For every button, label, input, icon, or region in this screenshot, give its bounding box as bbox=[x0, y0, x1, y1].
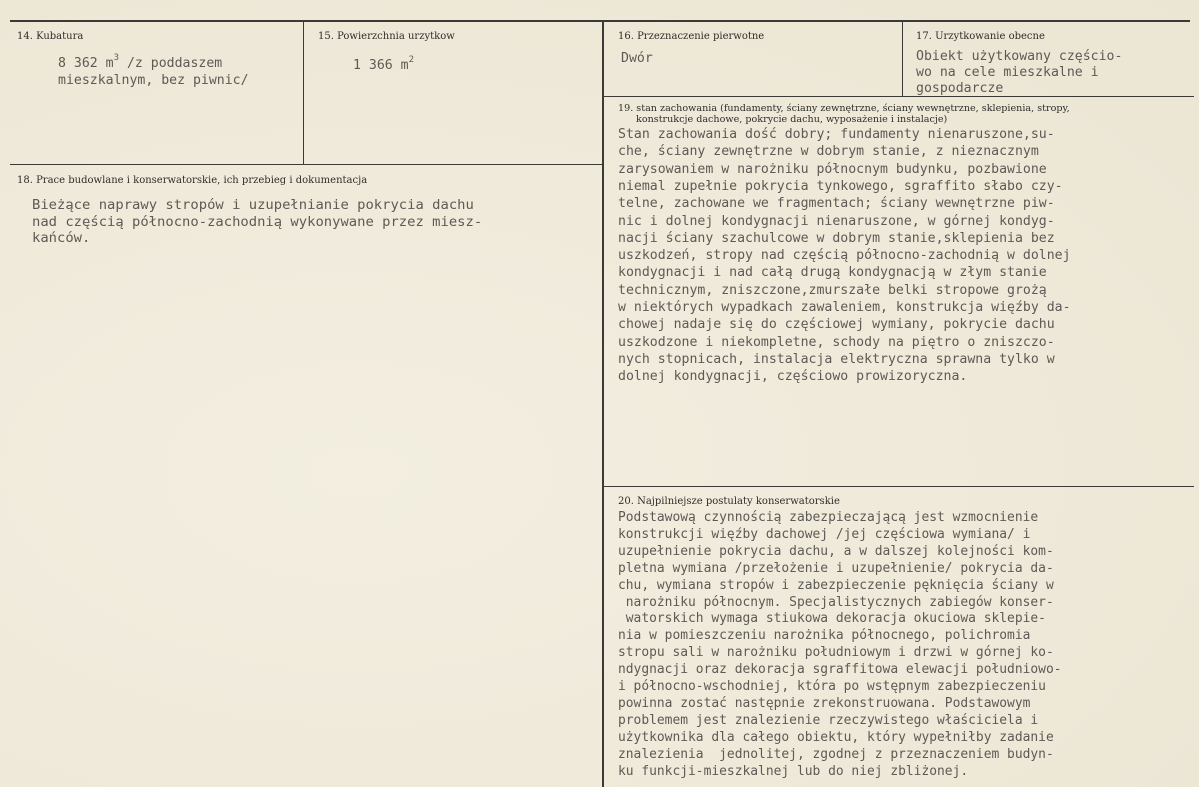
rule-above-20 bbox=[604, 486, 1194, 487]
text-line: Stan zachowania dość dobry; fundamenty nienaruszone,su- bbox=[618, 127, 1055, 142]
text-line: powinna zostać następnie zrekonstruowana. Podstawowym bbox=[618, 695, 1031, 711]
text-line: uszkodzone i niekompletne, schody na piętro o zniszczo- bbox=[618, 334, 1055, 350]
text-line: problemem jest znalezienie rzeczywistego właściciela i bbox=[618, 712, 1039, 728]
field-16-value: Dwór bbox=[621, 51, 653, 66]
text-line: i północno-wschodniej, która po wstępnym zabezpieczeniu bbox=[618, 679, 1046, 694]
text-line: kańców. bbox=[32, 231, 91, 246]
text-line: zarysowaniem w narożniku północnym budynku, pozbawione bbox=[618, 161, 1047, 177]
field-15-value bbox=[353, 55, 414, 74]
text-line: nic i dolnej kondygnacji nienaruszone, w górnej kondyg- bbox=[618, 213, 1055, 229]
text-line: nad częścią północno-zachodnią wykonywane przez miesz- bbox=[32, 214, 483, 230]
text-line: watorskich wymaga stiukowa dekoracja okuciowa sklepie- bbox=[618, 611, 1046, 627]
kubatura-number: 8 362 m bbox=[58, 56, 114, 71]
vertical-divider-middle bbox=[602, 20, 604, 787]
text-line: nacji ściany szachulcowe w dobrym stanie,sklepienia bez bbox=[618, 230, 1055, 246]
field-18-label: 18. Prace budowlane i konserwatorskie, ich przebieg i dokumentacja bbox=[17, 175, 368, 186]
text-line: uzupełnienie pokrycia dachu, a w dalszej kolejności kom- bbox=[618, 543, 1054, 559]
text-line: telne, zachowane we fragmentach; ściany wewnętrzne piw- bbox=[618, 196, 1055, 212]
text-line: ndygnacji oraz dekoracja sgraffitowa elewacji południowo- bbox=[618, 662, 1062, 678]
text-line: kondygnacji i nad całą drugą kondygnacją w złym stanie bbox=[618, 265, 1047, 281]
text-line: użytkownika dla całego obiektu, który wypełniłby zadanie bbox=[618, 729, 1054, 745]
text-line: chowej nadaje się do częściowej wymiany, pokrycie dachu bbox=[618, 317, 1055, 333]
vertical-divider-left bbox=[303, 20, 304, 165]
text-line: Bieżące naprawy stropów i uzupełnianie pokrycia dachu bbox=[32, 198, 474, 213]
field-14-value-line1 bbox=[58, 53, 223, 72]
field-15-label: 15. Powierzchnia urzytkow bbox=[318, 31, 455, 42]
field-14-value-line2: mieszkalnym, bez piwnic/ bbox=[58, 73, 249, 88]
kubatura-unit-exponent: 3 bbox=[113, 53, 119, 63]
field-14-label: 14. Kubatura bbox=[17, 31, 84, 42]
field-20-label: 20. Najpilniejsze postulaty konserwatorskie bbox=[618, 496, 840, 507]
field-17-value-line3: gospodarcze bbox=[916, 81, 1004, 96]
kubatura-note: /z poddaszem bbox=[119, 56, 223, 71]
text-line: dolnej kondygnacji, częściowo prowizoryczna. bbox=[618, 369, 968, 385]
field-17-value-line2: wo na cele mieszkalne i bbox=[916, 65, 1099, 80]
area-unit-exponent: 2 bbox=[408, 55, 414, 65]
vertical-divider-right bbox=[902, 20, 903, 97]
text-line: pletna wymiana /przełożenie i uzupełnienie/ pokrycia da- bbox=[618, 560, 1054, 576]
text-line: technicznym, zniszczone,zmurszałe belki stropowe grożą bbox=[618, 282, 1047, 298]
text-line: nia w pomieszczeniu narożnika północnego, polichromia bbox=[618, 628, 1031, 644]
top-rule bbox=[10, 20, 1190, 22]
text-line: znalezienia jednolitej, zgodnej z przeznaczeniem budyn- bbox=[618, 746, 1054, 762]
text-line: ku funkcji-mieszkalnej lub do niej zbliżonej. bbox=[618, 763, 969, 779]
text-line: stropu sali w narożniku południowym i drzwi w górnej ko- bbox=[618, 645, 1054, 661]
field-16-label: 16. Przeznaczenie pierwotne bbox=[618, 31, 765, 42]
rule-under-14-15 bbox=[10, 164, 602, 165]
field-17-value-line1: Obiekt użytkowany częścio- bbox=[916, 49, 1123, 64]
text-line: niemal zupełnie pokrycia tynkowego, sgraffito słabo czy- bbox=[618, 178, 1063, 194]
text-line: w niektórych wypadkach zawaleniem, konstrukcja więźby da- bbox=[618, 300, 1071, 315]
field-17-label: 17. Urzytkowanie obecne bbox=[916, 31, 1045, 42]
text-line: konstrukcji więźby dachowej /jej częściowa wymiana/ i bbox=[618, 526, 1031, 542]
text-line: nych stopnicach, instalacja elektryczna sprawna tylko w bbox=[618, 351, 1055, 367]
text-line: narożniku północnym. Specjalistycznych zabiegów konser- bbox=[618, 594, 1054, 610]
area-number: 1 366 m bbox=[353, 58, 409, 73]
field-19-label-line2: konstrukcje dachowe, pokrycie dachu, wyposażenie i instalacje) bbox=[636, 114, 948, 125]
text-line: uszkodzeń, stropy nad częścią północno-zachodnią w dolnej bbox=[618, 248, 1071, 264]
text-line: Podstawową czynnością zabezpieczającą jest wzmocnienie bbox=[618, 510, 1039, 525]
text-line: chu, wymiana stropów i zabezpieczenie pęknięcia ściany w bbox=[618, 577, 1054, 593]
text-line: che, ściany zewnętrzne w dobrym stanie, z nieznacznym bbox=[618, 144, 1039, 160]
rule-under-16-17 bbox=[604, 96, 1194, 97]
field-19-label-line1: 19. stan zachowania (fundamenty, ściany zewnętrzne, ściany wewnętrzne, sklepienia, stropy, bbox=[618, 103, 1070, 114]
